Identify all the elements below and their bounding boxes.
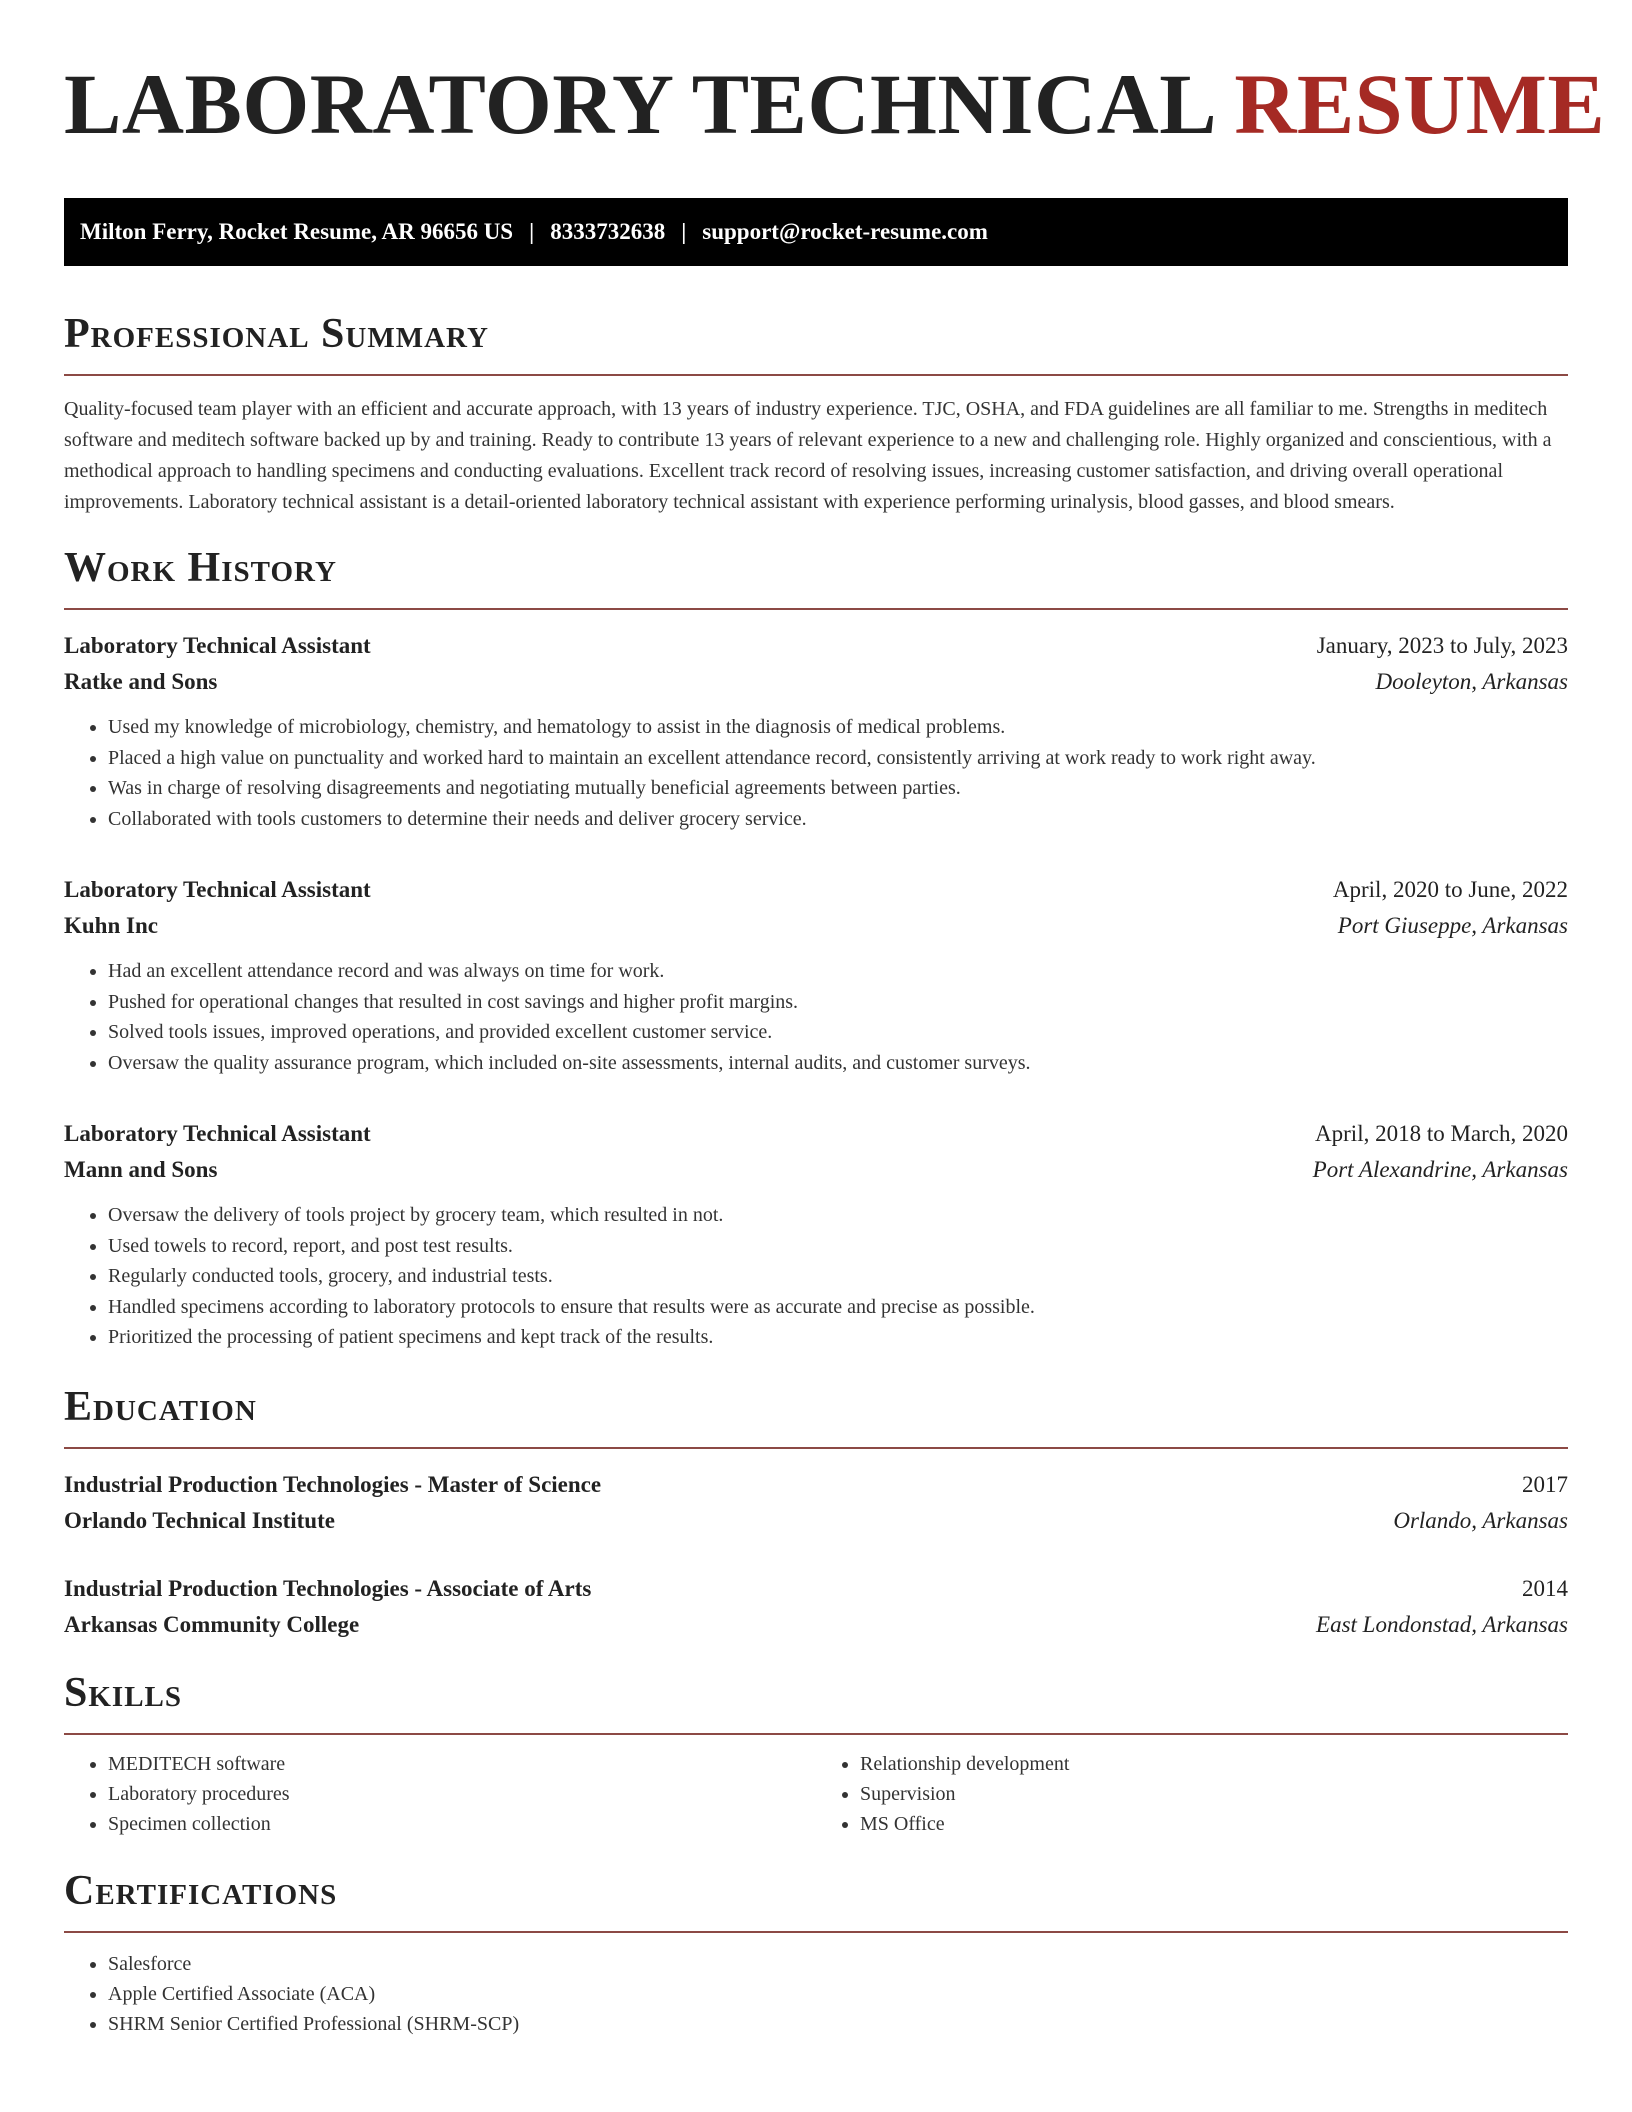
job-location: Dooleyton, Arkansas <box>1375 669 1568 694</box>
job-bullets <box>64 712 1568 834</box>
job-title: Laboratory Technical Assistant <box>64 1121 371 1146</box>
job-company: Kuhn Inc <box>64 913 158 938</box>
list-item: • Solved tools issues, improved operations, and provided excellent customer service. <box>108 1017 1568 1048</box>
skills-grid <box>64 1749 1568 1839</box>
skill-item: • MS Office <box>860 1809 1568 1839</box>
graduation-year: 2014 <box>1522 1575 1568 1601</box>
section-divider <box>64 1931 1568 1933</box>
job-entry <box>64 872 1568 1078</box>
skill-item: • Laboratory procedures <box>108 1779 816 1809</box>
education-section <box>64 1383 1568 1643</box>
list-item: • Handled specimens according to laboratory protocols to ensure that results were as accurate and precise as possible. <box>108 1292 1568 1323</box>
contact-phone[interactable]: 8333732638 <box>550 219 666 244</box>
certification-item: • SHRM Senior Certified Professional (SHRM-SCP) <box>108 2009 1568 2039</box>
section-divider <box>64 1447 1568 1449</box>
contact-bar <box>64 198 1568 266</box>
job-entry <box>64 628 1568 834</box>
section-divider <box>64 608 1568 610</box>
certification-item: • Salesforce <box>108 1949 1568 1979</box>
list-item: • Regularly conducted tools, grocery, and industrial tests. <box>108 1261 1568 1292</box>
skills-section <box>64 1669 1568 1839</box>
summary-text: Quality-focused team player with an efficient and accurate approach, with 13 years of industry experience. TJC, OSHA, and FDA guidelines are all familiar to me. Strengths in meditech software and meditech software backed up by and training. Ready to contribute 13 years of relevant experience to a new and challenging role. Highly organized and conscientious, with a methodical approach to handling specimens and conducting evaluations. Excellent track record of resolving issues, increasing customer satisfaction, and driving overall operational improvements. Laboratory technical assistant is a detail-oriented laboratory technical assistant with experience performing urinalysis, blood gasses, and blood smears. <box>64 398 1552 513</box>
job-dates: April, 2020 to June, 2022 <box>1332 877 1568 902</box>
list-item: • Oversaw the quality assurance program, which included on-site assessments, internal audits, and customer surveys. <box>108 1048 1568 1079</box>
school-name: Orlando Technical Institute <box>64 1507 335 1533</box>
work-history-section <box>64 544 1568 1353</box>
resume-title <box>64 56 1606 152</box>
job-dates: April, 2018 to March, 2020 <box>1315 1121 1568 1146</box>
list-item: • Prioritized the processing of patient specimens and kept track of the results. <box>108 1322 1568 1353</box>
job-dates: January, 2023 to July, 2023 <box>1316 633 1568 658</box>
school-location: Orlando, Arkansas <box>1393 1507 1568 1533</box>
job-location: Port Alexandrine, Arkansas <box>1312 1157 1568 1182</box>
job-bullets <box>64 1200 1568 1353</box>
list-item: • Collaborated with tools customers to determine their needs and deliver grocery service. <box>108 804 1568 835</box>
skill-item: • MEDITECH software <box>108 1749 816 1779</box>
section-heading: Work History <box>64 545 337 591</box>
school-name: Arkansas Community College <box>64 1611 360 1637</box>
list-item: • Used towels to record, report, and post test results. <box>108 1231 1568 1262</box>
list-item: • Placed a high value on punctuality and worked hard to maintain an excellent attendance record, consistently arriving at work ready to work right away. <box>108 743 1568 774</box>
job-location: Port Giuseppe, Arkansas <box>1337 913 1568 938</box>
job-company: Ratke and Sons <box>64 669 218 694</box>
certification-item: • Apple Certified Associate (ACA) <box>108 1979 1568 2009</box>
section-divider <box>64 374 1568 376</box>
summary-section <box>64 310 1568 518</box>
list-item: • Oversaw the delivery of tools project by grocery team, which resulted in not. <box>108 1200 1568 1231</box>
section-divider <box>64 1733 1568 1735</box>
certifications-section <box>64 1867 1568 2039</box>
school-location: East Londonstad, Arkansas <box>1316 1611 1568 1637</box>
skills-column-left <box>64 1749 816 1839</box>
section-heading: Certifications <box>64 1867 338 1914</box>
list-item: • Was in charge of resolving disagreements and negotiating mutually beneficial agreements between parties. <box>108 773 1568 804</box>
skill-item: • Specimen collection <box>108 1809 816 1839</box>
job-bullets <box>64 956 1568 1078</box>
graduation-year: 2017 <box>1522 1471 1568 1497</box>
job-company: Mann and Sons <box>64 1157 218 1182</box>
title-main: LABORATORY TECHNICAL <box>64 56 1213 152</box>
contact-separator: | <box>681 219 687 244</box>
title-accent: RESUME <box>1234 56 1606 152</box>
skills-column-right <box>816 1749 1568 1839</box>
section-heading: Education <box>64 1383 257 1430</box>
contact-email[interactable]: support@rocket-resume.com <box>702 219 988 244</box>
job-title: Laboratory Technical Assistant <box>64 633 371 658</box>
section-heading: Skills <box>64 1669 183 1716</box>
education-entry <box>64 1571 1568 1643</box>
degree: Industrial Production Technologies - Associate of Arts <box>64 1575 592 1601</box>
certifications-list <box>64 1949 1568 2039</box>
contact-address: Milton Ferry, Rocket Resume, AR 96656 US <box>80 219 514 244</box>
degree: Industrial Production Technologies - Master of Science <box>64 1471 602 1497</box>
section-heading: Professional Summary <box>64 311 489 357</box>
list-item: • Had an excellent attendance record and was always on time for work. <box>108 956 1568 987</box>
list-item: • Used my knowledge of microbiology, chemistry, and hematology to assist in the diagnosis of medical problems. <box>108 712 1568 743</box>
skill-item: • Relationship development <box>860 1749 1568 1779</box>
skill-item: • Supervision <box>860 1779 1568 1809</box>
list-item: • Pushed for operational changes that resulted in cost savings and higher profit margins. <box>108 987 1568 1018</box>
job-entry <box>64 1116 1568 1353</box>
education-entry <box>64 1467 1568 1539</box>
job-title: Laboratory Technical Assistant <box>64 877 371 902</box>
contact-separator: | <box>529 219 535 244</box>
